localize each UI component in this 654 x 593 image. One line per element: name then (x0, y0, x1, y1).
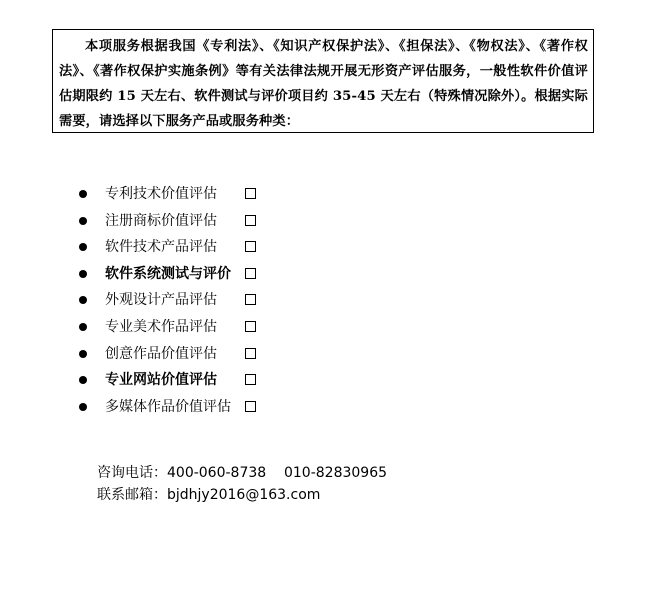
bullet-icon (79, 376, 87, 384)
service-checkbox[interactable] (245, 215, 256, 226)
service-label: 注册商标价值评估 (105, 212, 217, 229)
service-checkbox[interactable] (245, 348, 256, 359)
bullet-icon (79, 190, 87, 198)
service-item-multimedia (0, 396, 300, 423)
service-item-patent (0, 183, 300, 210)
contact-block (97, 462, 387, 506)
service-item-trademark (0, 210, 300, 237)
service-list (0, 183, 300, 422)
service-label: 专业美术作品评估 (105, 318, 217, 335)
service-checkbox[interactable] (245, 268, 256, 279)
notice-box (52, 29, 594, 133)
contact-phone: 咨询电话：400-060-8738 010-82830965 (97, 465, 388, 481)
bullet-icon (79, 403, 87, 411)
service-label: 创意作品价值评估 (105, 345, 217, 362)
service-label: 多媒体作品价值评估 (105, 398, 231, 415)
bullet-icon (79, 217, 87, 225)
service-checkbox[interactable] (245, 374, 256, 385)
service-label: 专业网站价值评估 (105, 372, 217, 389)
bullet-icon (79, 350, 87, 358)
service-item-software-testing (0, 263, 300, 290)
service-item-website (0, 369, 300, 396)
service-checkbox[interactable] (245, 188, 256, 199)
service-checkbox[interactable] (245, 241, 256, 252)
service-checkbox[interactable] (245, 401, 256, 412)
service-item-creative (0, 343, 300, 370)
bullet-icon (79, 243, 87, 251)
service-checkbox[interactable] (245, 321, 256, 332)
service-checkbox[interactable] (245, 294, 256, 305)
bullet-icon (79, 323, 87, 331)
service-label: 专利技术价值评估 (105, 186, 217, 202)
notice-text: 本项服务根据我国《专利法》、《知识产权保护法》、《担保法》、《物权法》、《著作权法》、《著作权保护实施条例》等有关法律法规开展无形资产评估服务，一般性软件价值评估期限约 15 天左右、软件测试与评价项目约 35-45 天左右（特殊情况除外）。根据实际需要，请选择以下服务产品或服务种类： (59, 39, 588, 129)
service-label: 软件系统测试与评价 (105, 265, 231, 282)
service-item-software-product (0, 236, 300, 263)
bullet-icon (79, 270, 87, 278)
contact-email: 联系邮箱：bjdhjy2016@163.com (97, 487, 321, 503)
service-label: 软件技术产品评估 (105, 239, 217, 256)
service-label: 外观设计产品评估 (105, 292, 217, 309)
bullet-icon (79, 296, 87, 304)
service-item-design (0, 289, 300, 316)
service-item-art (0, 316, 300, 343)
